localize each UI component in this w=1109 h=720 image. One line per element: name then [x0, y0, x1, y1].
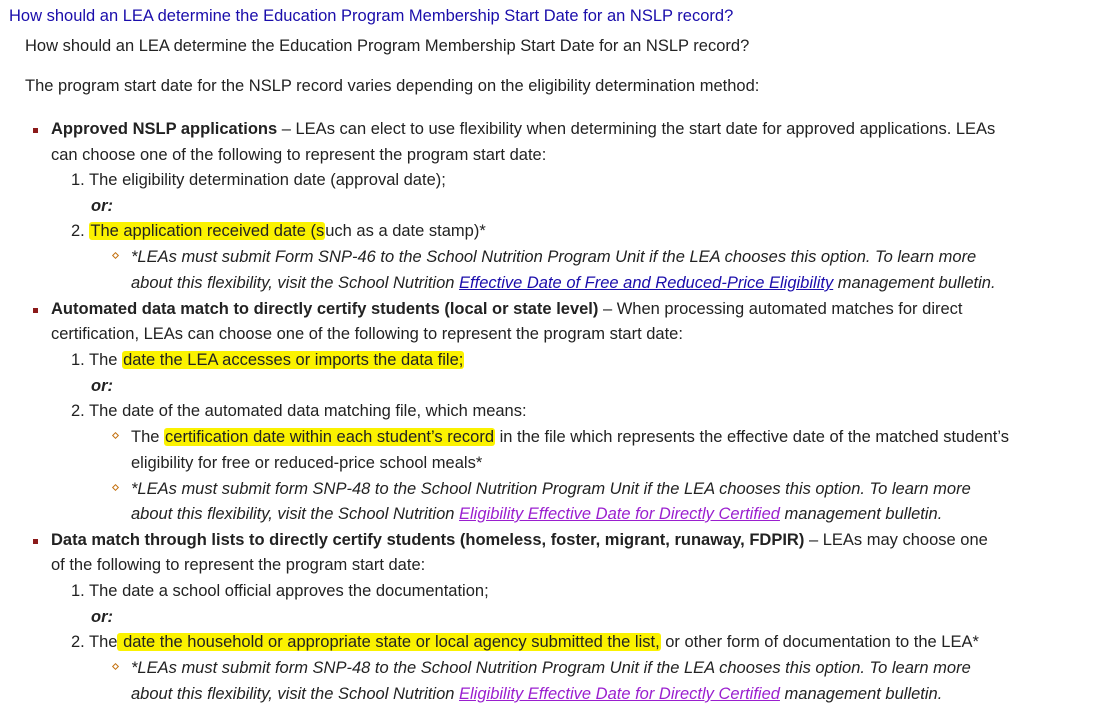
section2-text: – When processing automated matches for direct — [598, 300, 963, 318]
section3-line1 — [51, 529, 988, 551]
highlight: date the LEA accesses or imports the data file; — [123, 351, 464, 369]
section3-line2: of the following to represent the program start date: — [51, 556, 426, 574]
direct-cert-bulletin-link[interactable]: Eligibility Effective Date for Directly Certified — [459, 685, 780, 703]
or-label: or: — [91, 197, 113, 215]
bullet-square-icon — [33, 128, 38, 133]
or-label: or: — [91, 608, 113, 626]
diamond-bullet-icon — [112, 252, 119, 259]
note-text: about this flexibility, visit the School Nutrition — [131, 685, 460, 703]
item-text: uch as a date stamp)* — [325, 222, 486, 240]
item-number: 2. — [71, 222, 90, 240]
item-text: 1. The — [71, 351, 123, 369]
section3-item1: 1. The date a school official approves the documentation; — [71, 582, 489, 600]
section1-note-line2 — [131, 272, 996, 294]
section3-text: – LEAs may choose one — [804, 531, 988, 549]
section2-note-line1: *LEAs must submit form SNP-48 to the School Nutrition Program Unit if the LEA chooses this option. To learn more — [131, 480, 971, 498]
section1-or — [91, 195, 113, 217]
sub-text: The — [131, 428, 165, 446]
bullet-square-icon — [33, 308, 38, 313]
question-text: How should an LEA determine the Education Program Membership Start Date for an NSLP record? — [25, 37, 750, 55]
or-label: or: — [91, 377, 113, 395]
section3-note-line2 — [131, 683, 942, 705]
highlight: The application received date (s — [90, 222, 325, 240]
note-text: about this flexibility, visit the School Nutrition — [131, 274, 460, 292]
note-text: management bulletin. — [779, 505, 943, 523]
section2-note-line2 — [131, 503, 942, 525]
section2-heading: Automated data match to directly certify students (local or state level) — [51, 300, 599, 318]
section1-heading: Approved NSLP applications — [51, 120, 278, 138]
item-text: or other form of documentation to the LEA* — [660, 633, 979, 651]
note-text: management bulletin. — [779, 685, 943, 703]
diamond-bullet-icon — [112, 484, 119, 491]
diamond-bullet-icon — [112, 663, 119, 670]
section2-line1 — [51, 298, 963, 320]
faq-question-link[interactable]: How should an LEA determine the Education Program Membership Start Date for an NSLP record? — [9, 7, 734, 25]
section1-item2 — [71, 220, 486, 242]
effective-date-bulletin-link[interactable]: Effective Date of Free and Reduced-Price Eligibility — [459, 274, 834, 292]
section3-note-line1: *LEAs must submit form SNP-48 to the School Nutrition Program Unit if the LEA chooses this option. To learn more — [131, 659, 971, 677]
diamond-bullet-icon — [112, 432, 119, 439]
section1-note-line1: *LEAs must submit Form SNP-46 to the School Nutrition Program Unit if the LEA chooses this option. To learn more — [131, 248, 977, 266]
note-text: about this flexibility, visit the School Nutrition — [131, 505, 460, 523]
section2-item1 — [71, 349, 464, 371]
section2-line2: certification, LEAs can choose one of the following to represent the program start date: — [51, 325, 683, 343]
section2-sub1-line2: eligibility for free or reduced-price school meals* — [131, 454, 483, 472]
section3-heading: Data match through lists to directly certify students (homeless, foster, migrant, runaway, FDPIR) — [51, 531, 805, 549]
section3-item2 — [71, 631, 979, 653]
item-text: 2. The — [71, 633, 118, 651]
section1-line2: can choose one of the following to represent the program start date: — [51, 146, 547, 164]
section2-item2: 2. The date of the automated data matching file, which means: — [71, 402, 527, 420]
direct-cert-bulletin-link[interactable]: Eligibility Effective Date for Directly Certified — [459, 505, 780, 523]
highlight: date the household or appropriate state or local agency submitted the list, — [118, 633, 660, 651]
section1-line1 — [51, 118, 995, 140]
section1-text: – LEAs can elect to use flexibility when determining the start date for approved applications. LEAs — [277, 120, 996, 138]
bullet-square-icon — [33, 539, 38, 544]
section1-item1: 1. The eligibility determination date (approval date); — [71, 171, 446, 189]
section2-or — [91, 375, 113, 397]
note-text: management bulletin. — [833, 274, 996, 292]
section3-or — [91, 606, 113, 628]
intro-text: The program start date for the NSLP record varies depending on the eligibility determination method: — [25, 77, 760, 95]
highlight: certification date within each student’s record — [165, 428, 494, 446]
sub-text: in the file which represents the effective date of the matched student’s — [495, 428, 1009, 446]
section2-sub1-line1 — [131, 426, 1009, 448]
